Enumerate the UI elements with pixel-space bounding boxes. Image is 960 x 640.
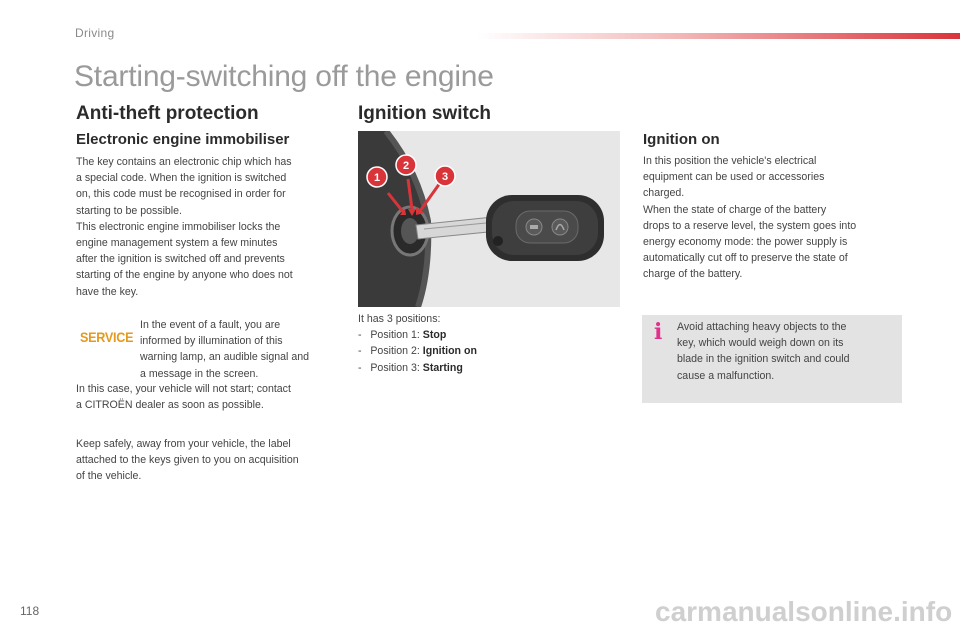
dealer-paragraph: [76, 381, 291, 413]
text-line: starting to be possible.: [76, 204, 182, 217]
text-line: charged.: [643, 187, 685, 200]
position-item-3: [358, 360, 477, 376]
info-icon: i: [654, 319, 663, 345]
callout-3-label: 3: [441, 171, 449, 183]
text-line: cause a malfunction.: [677, 369, 775, 382]
page-title: Starting-switching off the engine: [74, 60, 494, 93]
text-line: warning lamp, an audible signal and: [140, 351, 310, 364]
text-line: In this position the vehicle's electrical: [643, 155, 817, 167]
ignition-switch-heading: Ignition switch: [358, 103, 491, 124]
fault-paragraph: [140, 317, 309, 382]
position-name: Ignition on: [422, 345, 477, 358]
positions-list: [358, 311, 477, 376]
position-item-2: [358, 343, 477, 359]
text-line: a message in the screen.: [140, 367, 259, 380]
text-line: a CITROËN dealer as soon as possible.: [76, 399, 264, 412]
position-name: Stop: [422, 329, 447, 342]
text-line: In this case, your vehicle will not start; contact: [76, 383, 291, 395]
position-prefix: - Position 2:: [358, 345, 423, 358]
text-line: Avoid attaching heavy objects to the: [677, 321, 847, 333]
text-line: engine management system a few minutes: [76, 237, 278, 250]
position-prefix: - Position 3:: [358, 361, 423, 374]
text-line: This electronic engine immobiliser locks the: [76, 220, 281, 233]
text-line: starting of the engine by anyone who does not: [76, 269, 293, 282]
text-line: When the state of charge of the battery: [643, 203, 827, 216]
text-line: The key contains an electronic chip which has: [76, 156, 292, 168]
text-line: on, this code must be recognised in order for: [76, 188, 286, 201]
text-line: blade in the ignition switch and could: [677, 353, 850, 366]
text-line: drops to a reserve level, the system goes into: [643, 219, 857, 232]
text-line: after the ignition is switched off and prevents: [76, 253, 285, 266]
position-prefix: - Position 1:: [358, 329, 423, 342]
service-warning-icon: SERVICE: [80, 329, 134, 345]
ignition-key-drawing: [358, 131, 620, 307]
info-note-text: [677, 319, 850, 384]
callout-2-label: 2: [402, 160, 410, 172]
text-line: energy economy mode: the power supply is: [643, 236, 848, 249]
text-line: have the key.: [76, 285, 139, 298]
text-line: attached to the keys given to you on acquisition: [76, 454, 299, 467]
ignition-on-subheading: Ignition on: [643, 131, 720, 148]
text-line: of the vehicle.: [76, 470, 142, 483]
text-line: equipment can be used or accessories: [643, 171, 825, 184]
anti-theft-heading: Anti-theft protection: [76, 103, 259, 124]
text-line: a special code. When the ignition is switched: [76, 172, 287, 185]
positions-intro: It has 3 positions:: [358, 313, 441, 325]
page-number: 118: [20, 604, 40, 618]
immobiliser-subheading: Electronic engine immobiliser: [76, 131, 290, 148]
text-line: charge of the battery.: [643, 268, 743, 281]
text-line: key, which would weigh down on its: [677, 337, 844, 350]
ignition-on-paragraph: [643, 153, 856, 283]
text-line: informed by illumination of this: [140, 335, 283, 348]
text-line: In the event of a fault, you are: [140, 319, 281, 331]
text-line: automatically cut off to preserve the state of: [643, 252, 848, 265]
watermark: carmanualsonline.info: [655, 596, 953, 627]
immobiliser-paragraph: [76, 154, 293, 300]
section-label: Driving: [75, 26, 115, 40]
position-name: Starting: [422, 361, 463, 374]
ignition-key-illustration: [358, 131, 620, 307]
keep-label-paragraph: [76, 436, 299, 485]
position-item-1: [358, 327, 477, 343]
header-accent-bar: [478, 33, 960, 39]
text-line: Keep safely, away from your vehicle, the label: [76, 438, 291, 450]
callout-1-label: 1: [373, 172, 381, 184]
